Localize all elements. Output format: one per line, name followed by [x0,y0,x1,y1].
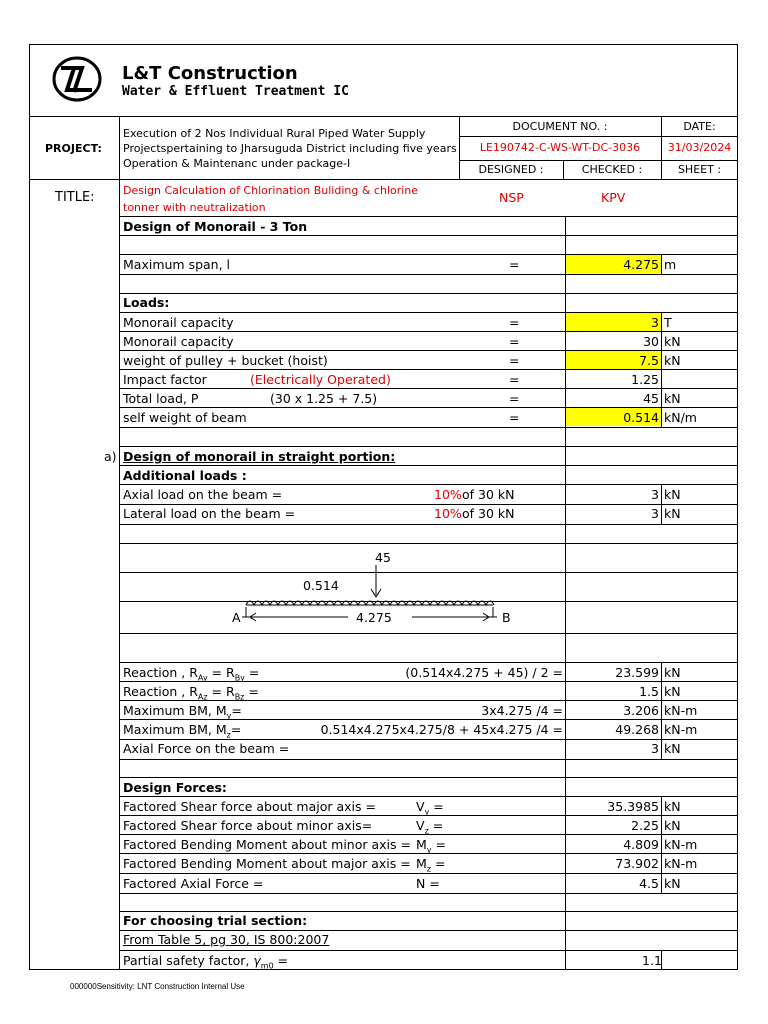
design-force-value: 35.3985 [607,799,659,814]
design-force-label: Factored Axial Force = [123,876,264,891]
axial-load-label: Axial load on the beam = [123,487,283,502]
design-force-unit: kN [664,818,681,833]
design-force-label: Factored Bending Moment about minor axis = [123,837,411,852]
support-a-label: A [232,610,241,625]
span-dimension-label: 4.275 [356,610,392,625]
division-name: Water & Effluent Treatment IC [122,84,349,99]
project-label: PROJECT: [45,142,102,155]
design-force-symbol: N = [416,876,440,891]
bm-z-value: 49.268 [615,722,659,737]
bm-z-formula: 0.514x4.275x4.275/8 + 45x4.275 /4 = [320,722,563,737]
design-force-unit: kN-m [664,856,698,871]
design-force-value: 73.902 [615,856,659,871]
bm-y-value: 3.206 [623,703,659,718]
span-value: 4.275 [623,257,659,272]
eq-sign: = [509,391,520,406]
point-load-label: 45 [375,550,391,565]
checked-by: KPV [601,190,626,205]
monorail-heading: Design of Monorail - 3 Ton [123,219,308,234]
reaction-z-unit: kN [664,684,681,699]
additional-loads-heading: Additional loads : [123,468,247,483]
design-force-label: Factored Shear force about major axis = [123,799,376,814]
design-force-symbol: $V_y$ = [416,799,444,817]
capacity-kn-value: 30 [643,334,659,349]
bm-z-label: Maximum BM, $M_z=$ [123,722,242,740]
reaction-z-label: Reaction , $R_{Az} = R_{Bz}$ = [123,684,259,702]
span-unit: m [664,257,677,272]
axial-force-label: Axial Force on the beam = [123,741,290,756]
lt-logo-icon [52,56,102,102]
pulley-value: 7.5 [639,353,659,368]
eq-sign: = [509,315,520,330]
reaction-y-label: Reaction , $R_{Ay} = R_{By}$ = [123,665,260,683]
design-force-symbol: $M_y$ = [416,837,446,855]
lateral-load-label: Lateral load on the beam = [123,506,296,521]
design-force-symbol: $V_z$ = [416,818,444,836]
capacity-kn-unit: kN [664,334,681,349]
project-line-1: Execution of 2 Nos Individual Rural Piped Water Supply [123,127,426,140]
axial-load-of: of 30 kN [462,487,515,502]
lateral-load-value: 3 [651,506,659,521]
reaction-y-formula: (0.514x4.275 + 45) / 2 = [405,665,563,680]
support-b-label: B [502,610,511,625]
capacity-label: Monorail capacity [123,315,234,330]
design-force-value: 2.25 [631,818,659,833]
capacity-unit: T [664,315,672,330]
checked-label: CHECKED : [581,163,643,176]
self-weight-value: 0.514 [623,410,659,425]
document-no: LE190742-C-WS-WT-DC-3036 [479,141,641,154]
section-marker: a) [104,449,117,464]
reaction-y-value: 23.599 [615,665,659,680]
design-force-value: 4.5 [639,876,659,891]
design-force-unit: kN-m [664,837,698,852]
bm-y-formula: 3x4.275 /4 = [481,703,563,718]
title-line-2: tonner with neutralization [123,201,266,214]
document-no-label: DOCUMENT NO. : [512,120,608,133]
eq-sign: = [509,334,520,349]
total-label: Total load, P [123,391,199,406]
lateral-load-of: of 30 kN [462,506,515,521]
design-force-symbol: $M_z$ = [416,856,446,874]
company-name: L&T Construction [122,63,298,84]
eq-sign: = [509,353,520,368]
psf-value: 1.1 [642,953,662,968]
loads-heading: Loads: [123,295,170,310]
designed-by: NSP [499,190,524,205]
eq-sign: = [509,257,520,272]
trial-reference: From Table 5, pg 30, IS 800:2007 [123,932,330,947]
axial-force-value: 3 [651,741,659,756]
udl-label: 0.514 [303,578,339,593]
total-unit: kN [664,391,681,406]
design-force-unit: kN [664,876,681,891]
pulley-unit: kN [664,353,681,368]
straight-portion-heading: Design of monorail in straight portion: [123,449,396,464]
sheet-label: SHEET : [677,163,722,176]
impact-value: 1.25 [631,372,659,387]
design-forces-heading: Design Forces: [123,780,227,795]
psf-label: Partial safety factor, $\gamma_{m0}$ = [123,953,289,971]
bm-y-unit: kN-m [664,703,698,718]
design-force-value: 4.809 [623,837,659,852]
title-label: TITLE: [55,190,95,205]
self-weight-unit: kN/m [664,410,697,425]
self-weight-label: self weight of beam [123,410,247,425]
trial-section-heading: For choosing trial section: [123,913,308,928]
designed-label: DESIGNED : [478,163,544,176]
eq-sign: = [509,372,520,387]
axial-load-pct: 10% [434,487,462,502]
axial-force-unit: kN [664,741,681,756]
capacity-value: 3 [651,315,659,330]
pulley-label: weight of pulley + bucket (hoist) [123,353,328,368]
capacity-kn-label: Monorail capacity [123,334,234,349]
total-formula: (30 x 1.25 + 7.5) [270,391,378,406]
reaction-y-unit: kN [664,665,681,680]
design-force-label: Factored Bending Moment about major axis = [123,856,411,871]
bm-z-unit: kN-m [664,722,698,737]
lateral-load-pct: 10% [434,506,462,521]
span-label: Maximum span, l [123,257,231,272]
axial-load-value: 3 [651,487,659,502]
bm-y-label: Maximum BM, $M_y=$ [123,703,242,721]
lateral-load-unit: kN [664,506,681,521]
reaction-z-value: 1.5 [639,684,659,699]
eq-sign: = [509,410,520,425]
design-force-label: Factored Shear force about minor axis= [123,818,373,833]
axial-load-unit: kN [664,487,681,502]
date-value: 31/03/2024 [667,141,732,154]
project-line-2: Projectspertaining to Jharsuguda District including five years [123,142,457,155]
design-force-unit: kN [664,799,681,814]
impact-note: (Electrically Operated) [250,372,391,387]
title-line-1: Design Calculation of Chlorination Buliding & chlorine [123,184,419,197]
project-line-3: Operation & Maintenanc under package-I [123,157,351,170]
total-value: 45 [643,391,659,406]
impact-label: Impact factor [123,372,207,387]
date-label: DATE: [683,120,716,133]
sensitivity-footer: 000000Sensitivity: LNT Construction Internal Use [70,982,245,991]
